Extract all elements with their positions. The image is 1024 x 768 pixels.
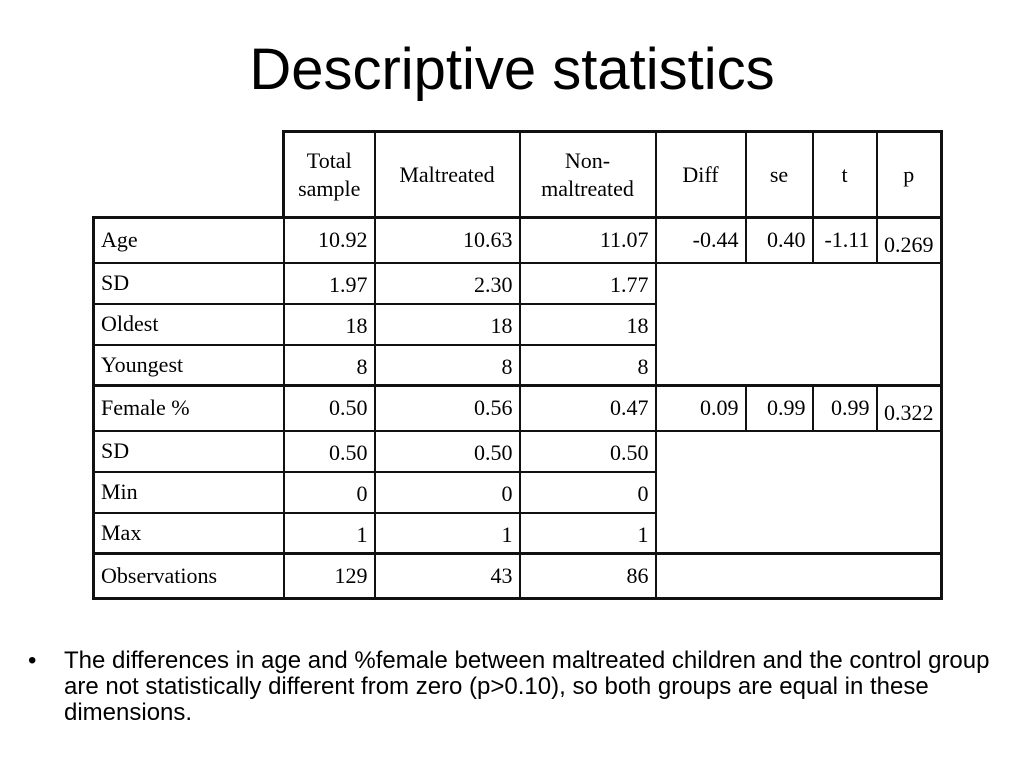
row-label: Age: [94, 218, 284, 263]
header-diff: [656, 132, 746, 218]
cell-maltreated: 10.63: [375, 218, 520, 263]
slide-title: Descriptive statistics: [249, 37, 775, 102]
cell-maltreated: 0.56: [375, 386, 520, 431]
row-label: SD: [94, 431, 284, 472]
header-total-sample: [284, 132, 375, 218]
header-line: t: [841, 161, 848, 187]
cell-non-maltreated: 0: [520, 472, 656, 513]
cell-diff: 0.09: [656, 386, 746, 431]
empty-test-cells: [656, 431, 942, 554]
header-line: sample: [298, 175, 361, 201]
cell-diff: -0.44: [656, 218, 746, 263]
cell-total: 0.50: [284, 386, 375, 431]
header-line: Maltreated: [399, 161, 495, 187]
table-header-row: [94, 132, 942, 218]
table-row-sd: [94, 431, 942, 472]
cell-total: 129: [284, 554, 375, 599]
table-row-sd: [94, 263, 942, 304]
cell-t: 0.99: [813, 386, 877, 431]
header-line: p: [903, 161, 915, 187]
cell-non-maltreated: 1: [520, 513, 656, 554]
cell-maltreated: 0: [375, 472, 520, 513]
cell-t: -1.11: [813, 218, 877, 263]
cell-non-maltreated: 8: [520, 345, 656, 386]
row-label: Youngest: [94, 345, 284, 386]
cell-non-maltreated: 0.50: [520, 431, 656, 472]
table-row-age: [94, 218, 942, 263]
row-label: Max: [94, 513, 284, 554]
table-row-observations: [94, 554, 942, 599]
cell-p: 0.269: [877, 218, 942, 263]
row-label: Min: [94, 472, 284, 513]
header-se: [746, 132, 813, 218]
cell-maltreated: 43: [375, 554, 520, 599]
header-non-maltreated: [520, 132, 656, 218]
header-line: Non-: [564, 147, 611, 173]
empty-test-cells: [656, 263, 942, 386]
cell-total: 18: [284, 304, 375, 345]
cell-non-maltreated: 0.47: [520, 386, 656, 431]
cell-total: 0.50: [284, 431, 375, 472]
header-t: [813, 132, 877, 218]
row-label: SD: [94, 263, 284, 304]
table-corner-cell: [94, 132, 284, 218]
header-line: se: [769, 161, 789, 187]
bullet-marker: •: [28, 647, 37, 674]
row-label: Female %: [94, 386, 284, 431]
header-line: Diff: [682, 161, 719, 187]
descriptive-statistics-table: [92, 130, 943, 600]
cell-total: 10.92: [284, 218, 375, 263]
cell-total: 1: [284, 513, 375, 554]
cell-total: 0: [284, 472, 375, 513]
empty-test-cells: [656, 554, 942, 599]
cell-se: 0.99: [746, 386, 813, 431]
row-label: Oldest: [94, 304, 284, 345]
cell-maltreated: 2.30: [375, 263, 520, 304]
cell-total: 8: [284, 345, 375, 386]
header-line: maltreated: [541, 175, 634, 201]
header-maltreated: [375, 132, 520, 218]
cell-maltreated: 8: [375, 345, 520, 386]
cell-maltreated: 1: [375, 513, 520, 554]
cell-non-maltreated: 1.77: [520, 263, 656, 304]
cell-non-maltreated: 86: [520, 554, 656, 599]
cell-non-maltreated: 18: [520, 304, 656, 345]
cell-p: 0.322: [877, 386, 942, 431]
header-line: Total: [306, 147, 352, 173]
cell-maltreated: 18: [375, 304, 520, 345]
header-p: [877, 132, 942, 218]
bullet-text: The differences in age and %female between maltreated children and the control group are not statistically different from zero (p>0.10), so both groups are equal in these dimensions.: [64, 647, 990, 726]
cell-non-maltreated: 11.07: [520, 218, 656, 263]
cell-se: 0.40: [746, 218, 813, 263]
cell-maltreated: 0.50: [375, 431, 520, 472]
table-row-female: [94, 386, 942, 431]
row-label: Observations: [94, 554, 284, 599]
cell-total: 1.97: [284, 263, 375, 304]
